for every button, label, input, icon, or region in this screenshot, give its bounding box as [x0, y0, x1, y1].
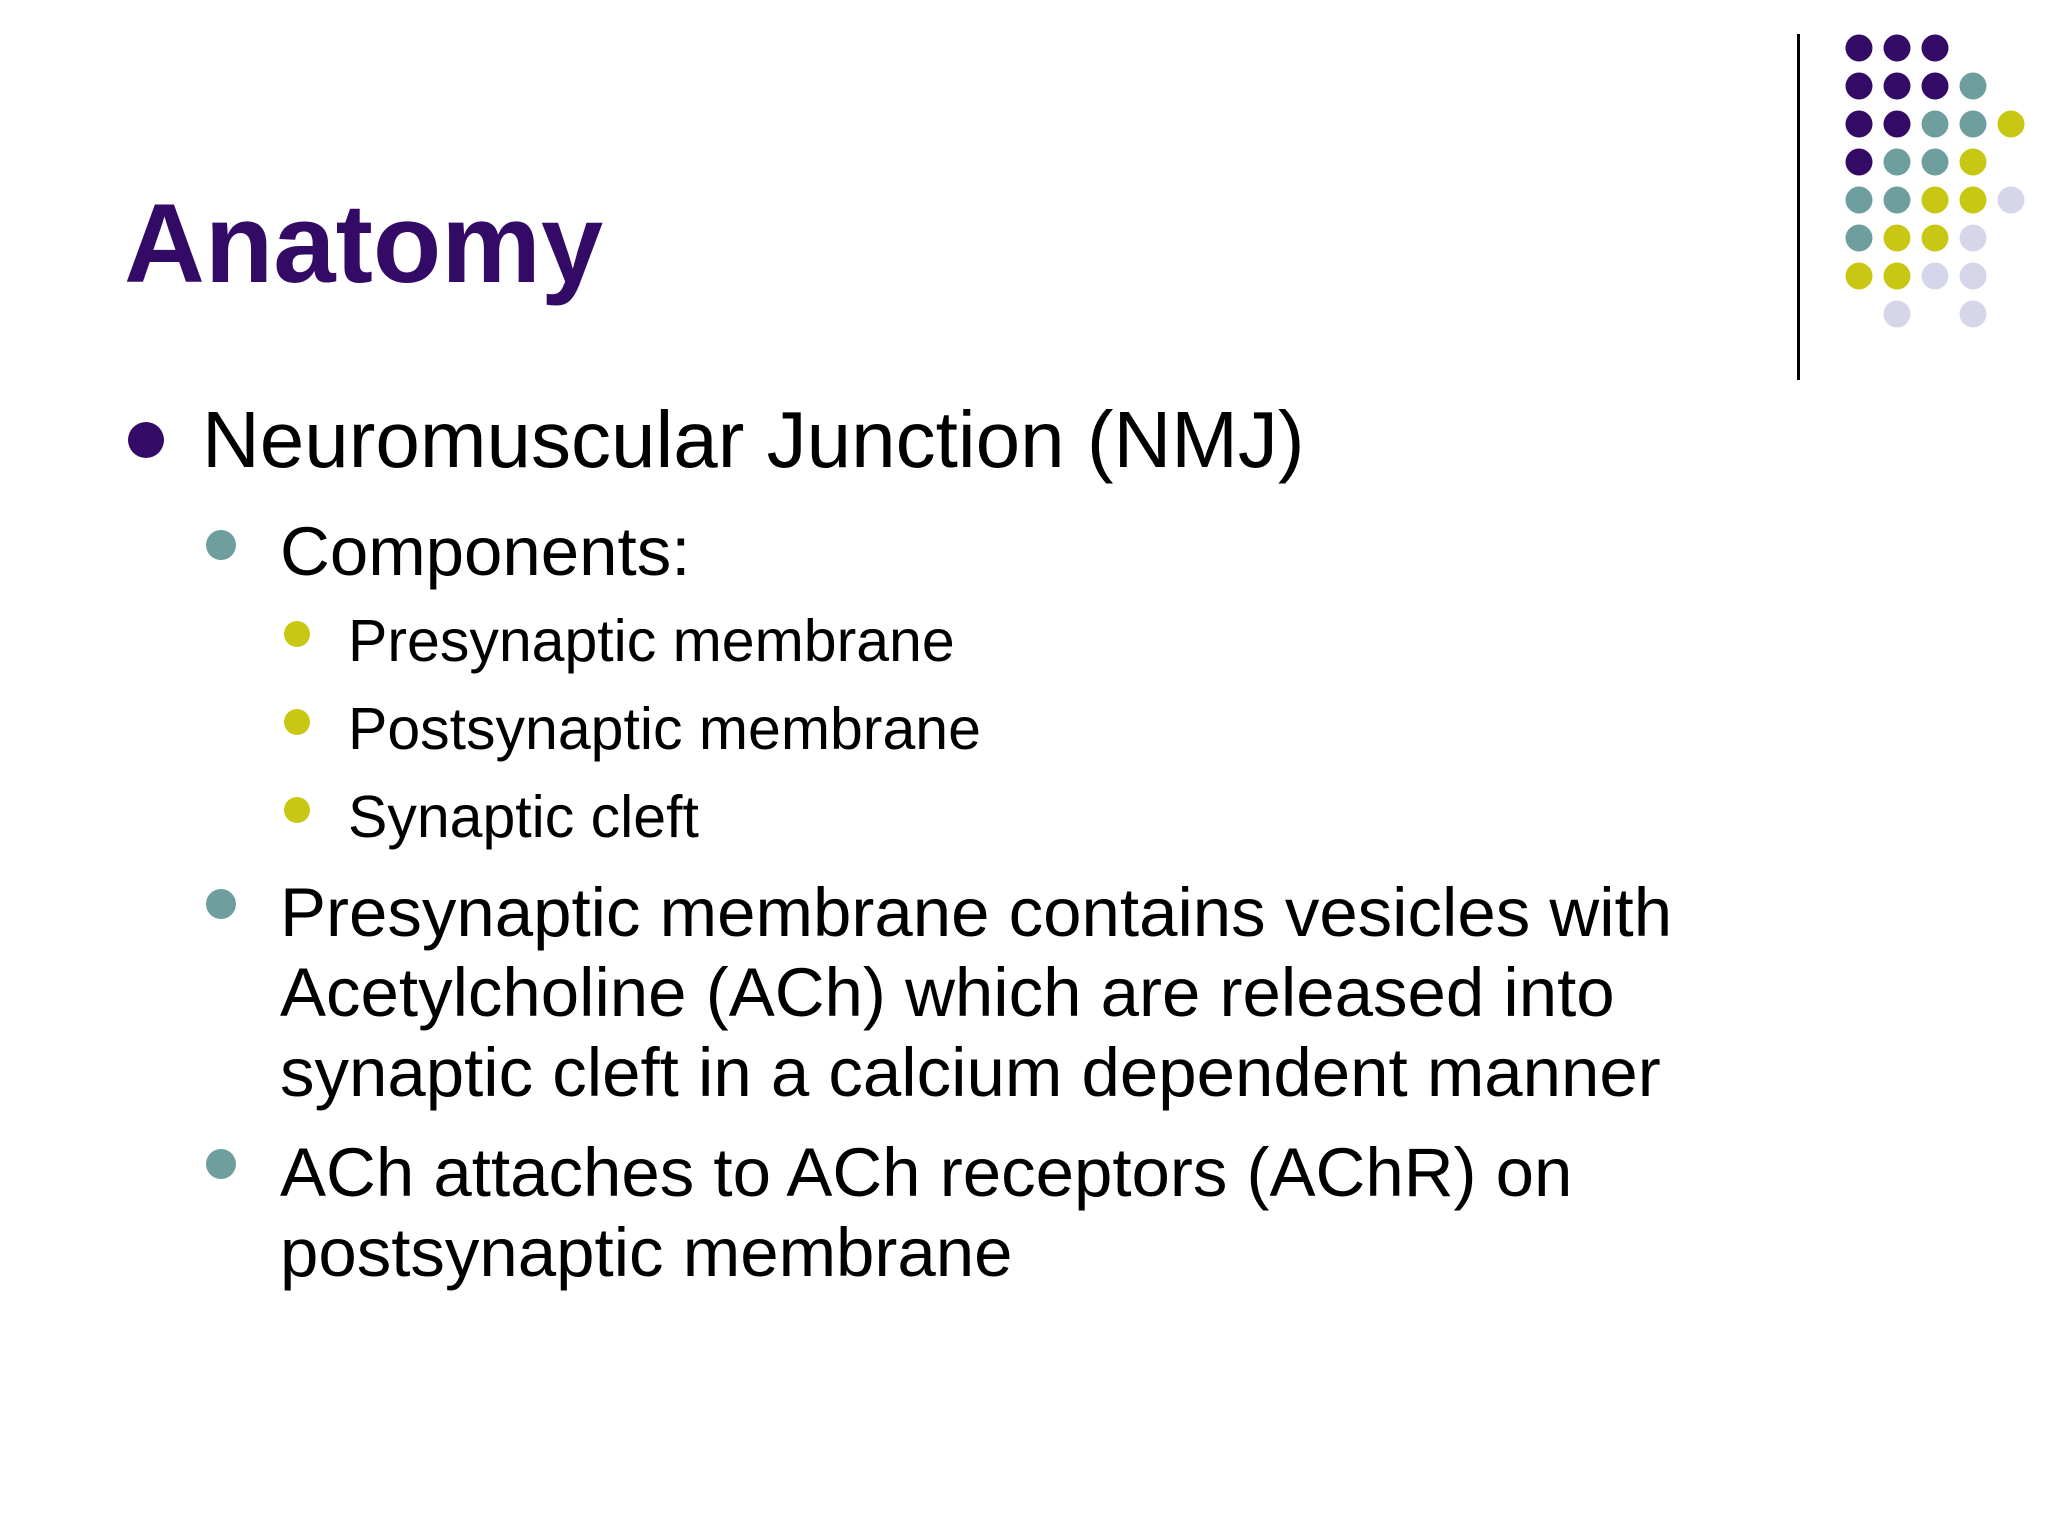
decorative-dot — [1884, 149, 1911, 176]
decorative-dot — [1960, 225, 1987, 252]
decorative-dot — [1922, 35, 1949, 62]
decorative-dot — [1884, 187, 1911, 214]
bullet-dot-level3 — [284, 709, 310, 735]
decorative-dot — [1960, 73, 1987, 100]
decorative-dot — [1998, 111, 2025, 138]
decorative-dot — [1884, 225, 1911, 252]
bullet-dot-level3 — [284, 621, 310, 647]
bullet-text: Components: — [280, 513, 691, 590]
bullet-text: Neuromuscular Junction (NMJ) — [202, 395, 1305, 484]
bullet-text-line: ACh attaches to ACh receptors (AChR) on — [280, 1134, 1573, 1211]
bullet-text-line: postsynaptic membrane — [280, 1214, 1013, 1291]
decorative-dot — [1884, 73, 1911, 100]
bullet-text-line: Acetylcholine (ACh) which are released into — [280, 954, 1615, 1031]
bullet-dot-level2 — [206, 889, 236, 919]
decorative-dot — [1884, 263, 1911, 290]
decorative-dot — [1846, 35, 1873, 62]
bullet-text: Presynaptic membrane — [348, 608, 955, 674]
decorative-dot — [1884, 301, 1911, 328]
decorative-dot — [1846, 225, 1873, 252]
decorative-dot — [1922, 149, 1949, 176]
bullet-dot-level2 — [206, 530, 236, 560]
decorative-dot — [1960, 149, 1987, 176]
decorative-dot — [1960, 111, 1987, 138]
decorative-dot — [1960, 301, 1987, 328]
decorative-dot — [1922, 225, 1949, 252]
bullet-dot-level1 — [128, 422, 164, 458]
bullet-dot-level3 — [284, 797, 310, 823]
decorative-dot — [1922, 187, 1949, 214]
bullet-text: Synaptic cleft — [348, 784, 699, 850]
decorative-dot — [1922, 111, 1949, 138]
decorative-dot — [1998, 187, 2025, 214]
decorative-dot — [1846, 263, 1873, 290]
bullet-dot-level2 — [206, 1149, 236, 1179]
decorative-dot — [1922, 263, 1949, 290]
decorative-dot — [1884, 35, 1911, 62]
decorative-dot — [1884, 111, 1911, 138]
bullet-text-line: synaptic cleft in a calcium dependent manner — [280, 1034, 1661, 1111]
bullet-text-line: Presynaptic membrane contains vesicles with — [280, 874, 1673, 951]
decorative-dot — [1960, 187, 1987, 214]
decorative-dot — [1922, 73, 1949, 100]
decorative-dot — [1846, 187, 1873, 214]
slide-title: Anatomy — [124, 181, 604, 306]
title-divider-line — [1797, 34, 1800, 380]
bullet-text: Postsynaptic membrane — [348, 696, 981, 762]
decorative-dot — [1960, 263, 1987, 290]
decorative-dot-grid — [0, 0, 2048, 360]
decorative-dot — [1846, 73, 1873, 100]
decorative-dot — [1846, 111, 1873, 138]
decorative-dot — [1846, 149, 1873, 176]
